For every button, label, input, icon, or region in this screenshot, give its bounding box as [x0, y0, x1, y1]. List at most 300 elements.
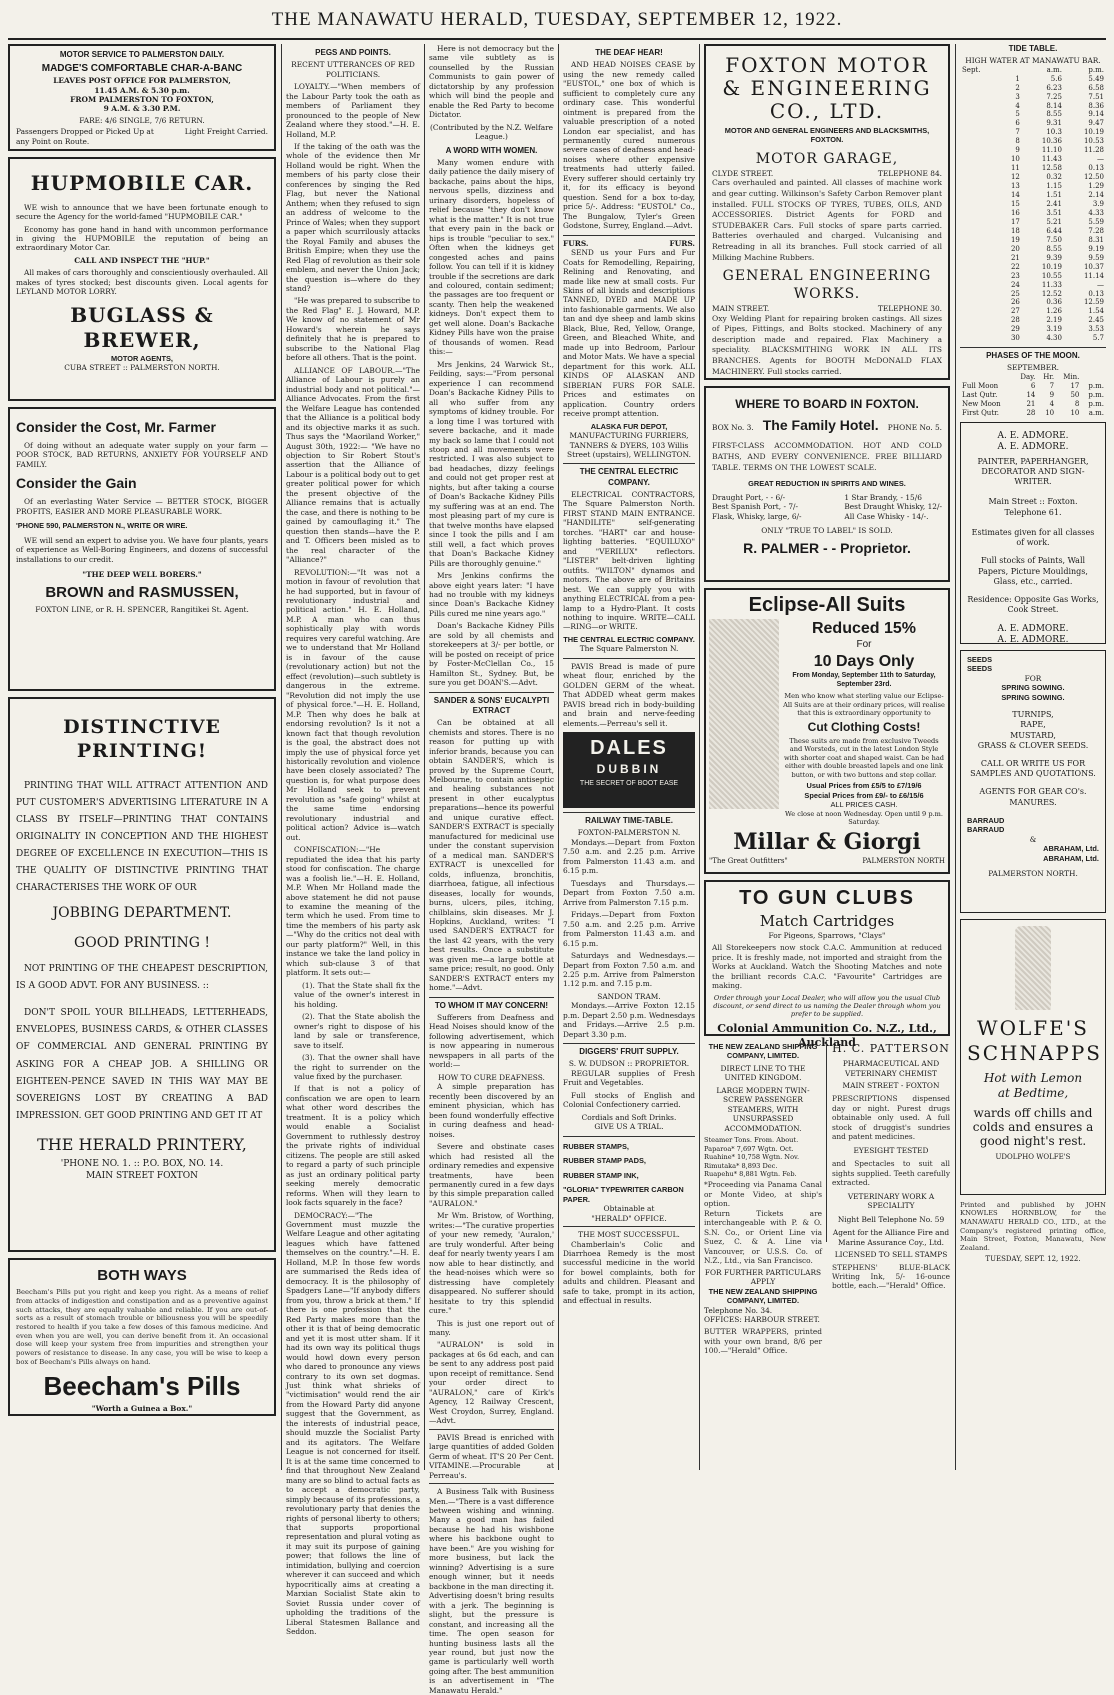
eustol-para: AND HEAD NOISES CEASE by using the new remedy called "EUSTOL," one box of which is sufficient to completely cure any ordinary case. This wonderful ointment is prepared from the valuable prescription of a noted London ear specialist, and has permanently cured numerous severe cases of deafness and head-noises where other expensive treatments had utterly failed. Every sufferer should certainly try it, for its efficacy is beyond question. Send for a box to-day, price 5/-. Address: "EUSTOL" Co., The Bungalow, Tyler's Green Godstone, Surrey, England.—Advt.	[563, 60, 695, 231]
tide-lead-cell	[960, 102, 999, 111]
tide-pm: 5.7	[1092, 334, 1104, 343]
tide-pm: 6.58	[1088, 83, 1104, 92]
jobbing-department: JOBBING DEPARTMENT.	[52, 905, 232, 922]
tide-row	[960, 334, 1106, 343]
tide-pm: 12.59	[1083, 298, 1104, 307]
tide-lead-cell	[960, 155, 999, 164]
pavis-bread-para: PAVIS Bread is made of pure wheat flour, enriched by the GOLDEN GERM of the wheat. That ADDED wheat germ makes PAVIS bread rich in body-building and brain and nerve-feeding elements.—Perreau's sell it.	[563, 658, 695, 728]
diggers-trial: GIVE US A TRIAL.	[594, 1122, 664, 1132]
seed-grass-clover: GRASS & CLOVER SEEDS.	[977, 740, 1089, 750]
abraham-1: ABRAHAM, Ltd.	[1043, 844, 1099, 854]
herald-printery-phone: 'PHONE NO. 1. :: P.O. BOX, NO. 14.	[60, 1159, 224, 1170]
moon-cell: Last Qutr.	[962, 390, 998, 399]
eclipse-intro: Men who know what sterling value our Eclipse-All Suits are at their ordinary prices, will realise that this is extraordinary opportunity to	[783, 692, 945, 718]
seed-rape: RAPE,	[1020, 720, 1046, 730]
tide-am: 1.26	[1046, 307, 1062, 316]
tide-row	[960, 307, 1106, 316]
twin-screw: LARGE MODERN TWIN-SCREW PASSENGER STEAMERS, WITH UNSURPASSED ACCOMMODATION.	[716, 1085, 810, 1133]
family-hotel-name: The Family Hotel.	[762, 417, 879, 434]
foxton-motor-title: FOXTON MOTOR & ENGINEERING CO., LTD.	[722, 53, 932, 123]
motor-line-2: 11.45 A.M. & 5.30 p.m.	[94, 85, 190, 95]
pegs-para-2: If the taking of the oath was the whole of the evidence then Mr Holland would be right. When the members of his party close their conferences by singing the Red Flag, but never the National Anthem; when they refused to sign an address of welcome to the Prince of Wales; when they support a paper which scurrilously attacks the Royal Family and abuses the British Empire; when they use the Red Flag of revolution as their sole emblem, and never the Union Jack; the question is—where do they stand?	[286, 141, 420, 294]
moon-phases-heading: PHASES OF THE MOON.	[960, 347, 1106, 361]
patterson-address: MAIN STREET - FOXTON	[842, 1081, 940, 1091]
moon-row	[960, 400, 1106, 409]
motor-title: MOTOR SERVICE TO PALMERSTON DAILY.	[59, 50, 225, 59]
motor-freight-note: Light Freight Carried.	[184, 127, 268, 137]
publisher-imprint: Printed and published by JOHN KNOWLES HORNBLOW, for the MANAWATU HERALD CO., LTD., at the Company's registered printing office, Main Street, Foxton, Manawatu, New Zealand.	[960, 1200, 1106, 1253]
pegs-para-4: ALLIANCE OF LABOUR.—"The Alliance of Labour is purely an industrial body and not political."—Alliance Advocates. From the first the Welfare League has contended that the Alliance is a political body and its objective marks it as such. Thus says the "Maoriland Worker," August 30th, 1922:— "We have no objection to Sir Robert Stout's assertion that the Alliance of Labour is a political body out to get greater political power for which the present objective of the Alliance remains that is actually the case, and there is nothing to be gained by camouflaging it." The question then stands—have the P. and T. Officers been misled as to the real character of the "Alliance?"	[286, 365, 420, 565]
eclipse-cut-costs: Cut Clothing Costs!	[807, 719, 921, 734]
tide-am: 2.41	[1046, 200, 1062, 208]
farmer-text-2: Of an everlasting Water Service — BETTER STOCK, BIGGER PROFITS, EASIER AND MORE PLEASURABLE WORK.	[16, 497, 268, 516]
well-borers-ad	[8, 407, 276, 691]
tide-lead-cell	[960, 128, 999, 137]
column-5	[704, 44, 950, 1470]
cure-deafness-subhead: HOW TO CURE DEAFNESS.	[438, 1072, 545, 1082]
tide-pm: —	[1097, 280, 1104, 289]
alaska-fur-depot: ALASKA FUR DEPOT,	[590, 421, 668, 431]
diggers-proprietor: S. W. DUDSON :: PROPRIETOR.	[568, 1059, 690, 1069]
barraud-amp: &	[1029, 834, 1037, 844]
tide-am: 5.21	[1046, 217, 1062, 226]
charabanc-name: MADGE'S COMFORTABLE CHAR-A-BANC	[41, 63, 243, 75]
tide-day: 1	[1015, 74, 1020, 83]
tide-lead-cell	[960, 307, 999, 316]
sandon-tram-para: Mondays.—Arrive Foxton 12.15 p.m. Depart 2.50 p.m. Wednesdays and Fridays.—Arrive 2.5 p.m. Depart 3.30 p.m.	[563, 1001, 695, 1039]
tide-lead-cell	[960, 218, 999, 227]
tide-row	[960, 102, 1106, 111]
tide-pm: 9.59	[1088, 253, 1104, 262]
stephens-ink: STEPHENS' BLUE-BLACK Writing Ink, 5/- 16-ounce bottle, each.—"Herald" Office.	[832, 1262, 950, 1291]
admore-name-3: A. E. ADMORE.	[997, 623, 1069, 634]
central-electric-heading: THE CENTRAL ELECTRIC COMPANY.	[563, 463, 695, 487]
price-case-whisky: All Case Whisky - 14/-.	[844, 511, 929, 521]
price-brandy: 1 Star Brandy, - 15/6	[844, 492, 922, 502]
whom-it-may-concern-heading: TO WHOM IT MAY CONCERN!	[429, 997, 554, 1011]
motor-service-ad	[8, 44, 276, 151]
pegs-para-3: "He was prepared to subscribe to the Red Flag" E. J. Howard, M.P. We know of no statement of Mr Howard's wherein he says definitely that he is prepared to subscribe to the National Flag before all others. That is the point.	[286, 296, 420, 363]
railway-fridays: Fridays.—Depart from Foxton 7.50 a.m. and 2.25 p.m. Arrive from Palmerston 11.43 a.m. and 6.15 p.m.	[563, 910, 695, 948]
tide-pm: 0.13	[1088, 289, 1104, 298]
sandon-tram-heading: SANDON TRAM.	[597, 991, 661, 1001]
pegs-list-2: (2). That the State abolish the owner's right to dispose of his land by sale or transference, save to itself.	[294, 1012, 420, 1050]
obtainable-at: Obtainable at	[603, 1204, 655, 1214]
imprint-date: TUESDAY, SEPT. 12, 1922.	[985, 1254, 1081, 1263]
tide-day: 5	[1015, 110, 1020, 119]
tide-day: 30	[1010, 334, 1020, 343]
tide-pm: 11.28	[1083, 146, 1104, 155]
moon-cell: Full Moon	[962, 381, 999, 390]
tide-pm: 4.33	[1088, 208, 1104, 217]
tide-pm: 7.28	[1088, 226, 1104, 235]
tide-row	[960, 245, 1106, 254]
admore-trade: PAINTER, PAPERHANGER, DECORATOR AND SIGN-WRITER.	[977, 456, 1089, 487]
gain-headline: Consider the Gain	[16, 475, 137, 492]
hupmobile-title: HUPMOBILE CAR.	[30, 171, 254, 195]
beechams-text: Beecham's Pills put you right and keep you right. As a means of relief from attacks of indigestion and constipation and as a preventive against such attacks, they are equally valuable and reliable. If you are out-of-sorts as a result of stomach trouble or biliousness you will be speedily restored to health if you take a few doses of this famous medicine. And even when you are well, you can derive benefit from it. An occasional dose will keep your system free from impurities and strengthen your powers of resistance to disease. In any case, you will be wise to keep a box of Beecham's Pills always on hand.	[16, 1288, 268, 1366]
tide-lead-cell	[960, 93, 999, 102]
moon-cell: 7	[1049, 381, 1055, 390]
furs-label-left: FURS.	[563, 238, 589, 248]
tide-day: 2	[1015, 83, 1020, 92]
ship-row-ruapehu: Ruapehu* 8,881 Wgtn. Feb.	[704, 1169, 797, 1178]
millar-giorgi-place: PALMERSTON NORTH	[862, 856, 945, 865]
beechams-ad	[8, 1258, 276, 1416]
tide-am: 0.32	[1046, 173, 1062, 182]
tide-day: 7	[1015, 128, 1020, 137]
hupmobile-text-3: All makes of cars thoroughly and conscientiously overhauled. All makes of tyres stocked; best discounts given. Local agents for LEYLAND MOTOR LORRY.	[16, 268, 268, 297]
column-rule	[699, 44, 700, 1470]
alaska-fur-address: MANUFACTURING FURRIERS, TANNERS & DYERS, 103 Willis Street (upstairs), WELLINGTON.	[567, 431, 691, 459]
railway-mondays: Mondays.—Depart from Foxton 7.50 a.m. and 2.25 p.m. Arrive from Palmerston 11.43 a.m. and 6.15 p.m.	[563, 837, 695, 876]
tide-day: 11	[1010, 164, 1020, 173]
tide-day: 15	[1010, 200, 1020, 208]
farmer-phone: 'PHONE 590, PALMERSTON N., WRITE OR WIRE.	[16, 521, 188, 531]
moon-cell: p.m.	[1088, 381, 1104, 390]
tide-am: 12.58	[1041, 164, 1062, 173]
hupmobile-call: CALL AND INSPECT THE "HUP."	[74, 255, 210, 265]
tide-row	[960, 155, 1106, 164]
tide-am: 6.44	[1046, 226, 1062, 235]
moon-cell: 6	[1030, 381, 1036, 390]
tide-lead-cell	[960, 236, 999, 245]
column-6	[960, 44, 1106, 1470]
tide-lead-cell	[960, 325, 999, 334]
both-ways-title: BOTH WAYS	[97, 1267, 187, 1284]
tide-am: 1.15	[1046, 182, 1062, 191]
nz-shipping-sign: THE NEW ZEALAND SHIPPING COMPANY, LIMITED.	[708, 1286, 818, 1306]
dales-tagline: THE SECRET OF BOOT EASE	[579, 780, 679, 788]
eclipse-dates: From Monday, September 11th to Saturday, September 23rd.	[792, 672, 936, 689]
chamberlains-para: Chamberlain's Colic and Diarrhoea Remedy is the most successful medicine in the world for bowel complaints, both for adults and children. Pleasant and safe to take, prompt in its action, and effectual in results.	[563, 1239, 695, 1306]
moon-cell: 9	[1049, 390, 1055, 399]
moon-cell: New Moon	[962, 399, 1001, 408]
furs-label-right: FURS.	[669, 238, 695, 248]
pegs-para-5: REVOLUTION:—"It was not a motion in favour of revolution that he had supported, but in favour of revolutionary industrial and political action." H. E. Holland, M.P. A man who can thus sophistically play with words requires very careful watching. Are we to understand that Mr Holland is in favour of the cause (revolutionary action) but not the effect (revolution)—such subtlety is dangerous in the extreme. "Revolution did not imply the use of physical force."—H. E. Holland, M.P. Then why does he balk at endorsing revolution? Is it not a known fact that though revolution is the goal, the abstract does not imply the use of physical force yet historically revolution and violence have been closely associated? The question is, for what purpose does Mr Holland seek to prevent revolution as "safe going" whilst at the same time endorsing revolutionary industrial and political action? Advice is—watch out.	[286, 567, 420, 842]
moon-table	[960, 373, 1106, 418]
moon-head-ampm	[1081, 373, 1106, 382]
tide-table-heading: TIDE TABLE.	[1008, 44, 1058, 53]
tide-lead-cell	[960, 245, 999, 254]
moon-head-min: Min.	[1063, 372, 1080, 381]
moon-cell: 8	[1074, 399, 1080, 408]
welfare-credit: (Contributed by the N.Z. Welfare League.)	[429, 122, 554, 142]
tide-row	[960, 137, 1106, 146]
tide-head-pm: p.m.	[1088, 65, 1104, 74]
tide-row	[960, 254, 1106, 263]
tide-day: 4	[1015, 101, 1020, 110]
tide-am: 9.39	[1046, 253, 1062, 262]
tide-am: 1.51	[1046, 191, 1062, 200]
tide-row	[960, 182, 1106, 191]
tide-pm: 8.31	[1088, 235, 1104, 244]
tide-pm: 9.47	[1088, 119, 1104, 128]
moon-cell: 10	[1045, 408, 1055, 417]
wolfes-wordmark: WOLFE'S	[977, 1015, 1089, 1040]
family-hotel-ad	[704, 386, 950, 582]
tide-day: 21	[1010, 253, 1020, 262]
schnapps-wordmark: SCHNAPPS	[967, 1041, 1103, 1066]
auralon-para-5: This is just one report out of many.	[429, 1318, 554, 1337]
tide-lead-cell	[960, 334, 999, 343]
motor-garage-title: MOTOR GARAGE,	[755, 150, 899, 167]
tide-row	[960, 119, 1106, 128]
tide-am: 9.31	[1046, 119, 1062, 128]
herald-printery-ad	[8, 697, 276, 1252]
printing-title: DISTINCTIVE PRINTING!	[63, 716, 221, 763]
butter-wrappers: BUTTER WRAPPERS, printed with your own brand, 8/6 per 100.—"Herald" Office.	[704, 1327, 822, 1356]
pegs-para-1: LOYALTY.—"When members of the Labour Party took the oath as members of Parliament they pronounced to the people of New Zealand where they stood."—H. E. Holland, M.P.	[286, 82, 420, 139]
tide-pm: 3.9	[1092, 200, 1104, 208]
telephone-30: TELEPHONE 30.	[877, 304, 942, 314]
moon-row	[960, 409, 1106, 418]
tide-am: 4.30	[1046, 334, 1062, 343]
tide-pm: 9.19	[1088, 244, 1104, 253]
eclipse-details: These suits are made from exclusive Tweeds and Worsteds, cut in the latest London Style with shorter coat and shaped waist. Can be had either with double breasted lapels and one link button, or with two buttons and step collar.	[784, 736, 944, 779]
colonial-ammunition: Colonial Ammunition Co. N.Z., Ltd., Auckland	[717, 1021, 937, 1049]
eclipse-title: Eclipse-All Suits	[748, 594, 906, 616]
tide-row	[960, 173, 1106, 182]
moon-cell: p.m.	[1088, 399, 1104, 408]
eclipse-ten-days: 10 Days Only	[813, 652, 915, 670]
foxton-motor-sub: MOTOR AND GENERAL ENGINEERS AND BLACKSMITHS, FOXTON.	[724, 126, 930, 145]
tide-pm: 8.36	[1088, 101, 1104, 110]
buglass-sub: MOTOR AGENTS,	[110, 354, 173, 363]
word-with-women-heading: A WORD WITH WOMEN.	[445, 145, 538, 155]
moon-row	[960, 382, 1106, 391]
moon-head-hr: Hr.	[1043, 372, 1055, 381]
tide-lead-cell	[960, 119, 999, 128]
tide-day: 14	[1010, 191, 1020, 200]
hupmobile-ad	[8, 157, 276, 401]
pegs-para-7: If that is not a policy of confiscation we are open to learn what other word describes the treatment. It is a policy which would enable a Socialist Government to ruthlessly destroy the private rights of individual citizens. The people are still asked to regard a party of such principle as just an ordinary political party seeking merely democratic reforms. When will they learn to look facts squarely in the face?	[286, 1084, 420, 1208]
tide-row	[960, 84, 1106, 93]
alliance-agent: Agent for the Alliance Fire and Marine Assurance Coy., Ltd.	[832, 1228, 950, 1247]
buglass-address: CUBA STREET :: PALMERSTON NORTH.	[64, 363, 220, 373]
admore-address: Main Street :: Foxton.	[988, 497, 1078, 507]
price-spanish-port: Best Spanish Port, - 7/-	[712, 502, 799, 512]
farmer-headline: Consider the Cost, Mr. Farmer	[16, 419, 216, 435]
return-tickets: Return Tickets are interchangeable with P. & O. S.N. Co., or Orient Line via Suez, C. & A. Line via Vancouver, or U.S.S. Co. of N.Z., Ltd., via San Francisco.	[704, 1208, 822, 1266]
motor-fare: FARE: 4/6 SINGLE, 7/6 RETURN.	[79, 115, 205, 125]
panama-note: *Proceeding via Panama Canal or Monte Video, at ship's option.	[704, 1180, 822, 1209]
hupmobile-text-1: WE wish to announce that we have been fortunate enough to secure the Agency for the world-famed "HUPMOBILE CAR."	[16, 202, 268, 222]
tide-am: 7.50	[1046, 235, 1062, 244]
tide-row	[960, 298, 1106, 307]
tide-day: 22	[1010, 262, 1020, 271]
tide-pm: 7.51	[1088, 92, 1104, 101]
dubbin-wordmark: DUBBIN	[596, 761, 662, 776]
seeds-for: FOR	[1024, 673, 1042, 683]
tide-day: 20	[1010, 244, 1020, 253]
price-draught-whisky: Best Draught Whisky, 12/-	[844, 502, 942, 512]
tide-lead-cell	[960, 137, 999, 146]
auralon-para-6: "AURALON" is sold in packages at 6s 6d each, and can be sent to any address post paid upon receipt of remittance. Send your order direct to "AURALON," care of Kirk's Agency, 12 Railway Crescent, West Croydon, Surrey, England.—Advt.	[429, 1340, 554, 1426]
tide-day: 19	[1010, 235, 1020, 244]
pegs-para-6: CONFISCATION:—"He repudiated the idea that his party stood for confiscation. The charge was a foolish lie."—H. E. Holland, M.P. When Mr Holland made the above statement he did not pause to examine the meaning of the term which he used. From time to time the members of his party ask—"Why do the critics not deal with our party platform?" Well, in this instance we take the land policy in which sub-clause 3 of that platform. It sets out:—	[286, 845, 420, 978]
moon-head-phase	[960, 373, 1013, 382]
cartridges-for: For Pigeons, Sparrows, "Clays"	[768, 930, 886, 940]
tide-am: 11.10	[1041, 146, 1062, 155]
motor-line-4: 9 A.M. & 3.30 P.M.	[103, 104, 181, 114]
seeds-label-2: SEEDS	[967, 664, 993, 674]
tide-day: 28	[1010, 316, 1020, 325]
patterson-name: H. C. PATTERSON	[832, 1042, 950, 1055]
tide-row	[960, 281, 1106, 290]
beechams-tagline: "Worth a Guinea a Box."	[91, 1403, 193, 1413]
abraham-2: ABRAHAM, Ltd.	[1043, 853, 1099, 863]
tide-head-month: Sept.	[962, 65, 981, 74]
welfare-para: Here is not democracy but the same vile subtlety as is counselled by the Russian Communists to gain power of dictatorship by any profession which will bind the people and enable the Red Party to become Dictator.	[429, 44, 554, 120]
pegs-list-1: (1). That the State shall fix the value of the owner's interest in his holding.	[294, 980, 420, 1009]
tide-lead-cell	[960, 75, 999, 84]
gun-clubs-title: TO GUN CLUBS	[739, 887, 915, 909]
central-electric-para: ELECTRICAL CONTRACTORS, The Square Palmerston North. FIRST STAND MAIN ENTRANCE. "HANDILITE" self-generating torches. "HART" car and house-lighting batteries. "EQUILUXO" and "VERILUX" reflectors. "LISTER" belt-driven lighting outfits. "WILTON" dynamos and motors. The above are of Britains best. We can supply you with anything ELECTRICAL from a pea-lamp to a Hydro-Plant. It costs nothing to inquire. WRITE—CALL—RING—or WRITE.	[563, 489, 695, 632]
tide-day: 23	[1010, 271, 1020, 280]
tide-lead-cell	[960, 200, 999, 209]
tide-day: 24	[1010, 280, 1020, 289]
tide-pm: 10.37	[1083, 262, 1104, 271]
tide-am: 8.55	[1046, 110, 1062, 119]
tide-am: 3.19	[1046, 325, 1062, 334]
prescriptions-text: PRESCRIPTIONS dispensed day or night. Purest drugs obtainable only used. A full stock of druggist's sundries and patent medicines.	[832, 1094, 950, 1142]
eclipse-cash: ALL PRICES CASH.	[830, 800, 898, 810]
tide-pm: 1.29	[1088, 182, 1104, 191]
tide-pm: 0.13	[1088, 164, 1104, 173]
moon-head-day: Day.	[1020, 372, 1036, 381]
tide-am: 10.36	[1041, 137, 1062, 146]
seed-turnips: TURNIPS,	[1012, 710, 1054, 720]
tide-row	[960, 75, 1106, 84]
doans-para-4: Doan's Backache Kidney Pills are sold by all chemists and storekeepers at 3/- per bottle, or will be posted on receipt of price by Foster-McClellan Co., 15 Hamilton St., Sydney. But, be sure you get DOAN'S.—Advt.	[429, 621, 554, 688]
tide-table	[960, 66, 1106, 344]
hotel-details: FIRST-CLASS ACCOMMODATION. HOT AND COLD BATHS, AND EVERY CONVENIENCE. FREE BILLIARD TABLE. TERMS ON THE LOWEST SCALE.	[712, 441, 942, 472]
moon-cell: 17	[1070, 381, 1080, 390]
tide-row	[960, 227, 1106, 236]
masthead-rule	[8, 38, 1106, 40]
tide-am: 7.25	[1046, 92, 1062, 101]
ship-row-ruahine: Ruahine* 10,758 Wgtn. Nov.	[704, 1153, 800, 1162]
spring-sowing-1: SPRING SOWING.	[1001, 683, 1065, 693]
seed-mustard: MUSTARD,	[1010, 730, 1056, 740]
column-3	[429, 44, 555, 1695]
moon-row	[960, 391, 1106, 400]
railway-saturdays: Saturdays and Wednesdays.—Depart from Foxton 7.50 a.m. and 2.25 p.m. Arrive from Palmerston 1.12 p.m. and 7.15 p.m.	[563, 951, 695, 989]
tide-am: 2.19	[1046, 316, 1062, 325]
tide-lead-cell	[960, 173, 999, 182]
moon-cell: 10	[1070, 408, 1080, 417]
tide-am: 5.6	[1050, 74, 1062, 83]
eclipse-hours: We close at noon Wednesday. Open until 9 p.m. Saturday.	[785, 809, 943, 826]
good-printing: GOOD PRINTING !	[74, 935, 210, 952]
tide-row	[960, 93, 1106, 102]
diggers-cordials: Cordials and Soft Drinks.	[581, 1112, 677, 1122]
tide-day: 12	[1010, 173, 1020, 182]
tide-am: 3.51	[1046, 208, 1062, 217]
garage-details: Cars overhauled and painted. All classes of machine work and gear cutting. Wilkinson's Safety Carbon Remover plant installed. FULL STOCKS OF TYRES, TUBES, OILS, AND ACCESSORIES. District Agents for FORD and STUDEBAKER Cars. Full stocks of spare parts carried. Batteries overhauled and charged. Vulcanising and Retreading in all its branches. Full stock carried of all Milking Machine Rubbers.	[712, 178, 942, 262]
diggers-fruit: REGULAR supplies of Fresh Fruit and Vegetables.	[563, 1068, 695, 1088]
box-no-3: BOX No. 3.	[712, 423, 754, 433]
tide-day: 6	[1015, 119, 1020, 128]
tide-am: 12.52	[1041, 289, 1062, 298]
admore-ad	[960, 422, 1106, 644]
admore-estimates: Estimates given for all classes of work.	[971, 527, 1095, 548]
clyde-street: CLYDE STREET.	[712, 168, 774, 178]
diggers-confectionery: Full stocks of English and Colonial Confectionery carried.	[563, 1090, 695, 1110]
admore-name-2: A. E. ADMORE.	[997, 442, 1069, 453]
moon-cell: 28	[1026, 408, 1036, 417]
general-engineering-title: GENERAL ENGINEERING WORKS.	[722, 268, 932, 303]
herald-printery-name: THE HERALD PRINTERY,	[37, 1134, 247, 1154]
column-rule	[558, 44, 559, 1470]
further-particulars: FOR FURTHER PARTICULARS APPLY	[704, 1267, 822, 1287]
tide-day: 13	[1010, 182, 1020, 191]
ship-table-head: Steamer Tons. From. About.	[704, 1136, 799, 1145]
motor-line-1: LEAVES POST OFFICE FOR PALMERSTON,	[53, 76, 231, 86]
tide-am: 11.33	[1041, 280, 1062, 289]
tide-lead-cell	[960, 272, 999, 281]
foxton-motor-ad	[704, 44, 950, 380]
eclipse-usual-prices: Usual Prices from £5/5 to £7/19/6	[806, 781, 922, 791]
udolpho-wolfes: UDOLPHO WOLFE'S	[995, 1152, 1071, 1161]
phone-no-5: PHONE No. 5.	[887, 423, 942, 433]
moon-cell: 4	[1049, 399, 1055, 408]
auralon-para-1: Sufferers from Deafness and Head Noises should know of the following advertisement, which is now appearing in numerous newspapers in all parts of the world:—	[429, 1013, 554, 1070]
doans-para-3: Mrs Jenkins confirms the above eight years later: "I have had no trouble with my kidneys since Doan's Backache Kidney Pills cured me nine years ago."	[429, 571, 554, 618]
tide-am: 10.19	[1041, 262, 1062, 271]
dales-wordmark: DALES	[590, 737, 668, 760]
auralon-para-3: Severe and obstinate cases which had resisted all the ordinary remedies and expensive treatments, have been permanently cured in a few days by this simple preparation called "AURALON."	[429, 1142, 554, 1208]
herald-office: "HERALD" OFFICE.	[591, 1213, 667, 1223]
moon-cell: a.m.	[1088, 408, 1104, 417]
tide-lead-cell	[960, 290, 999, 299]
brown-rasmussen-address: FOXTON LINE, or R. H. SPENCER, Rangitikei St. Agent.	[35, 604, 249, 614]
tide-lead-cell	[960, 164, 999, 173]
admore-phone: Telephone 61.	[1004, 507, 1062, 517]
tide-pm: 2.14	[1088, 191, 1104, 200]
doans-para-1: Many women endure with daily patience the daily misery of backache, pains about the hips, nervous spells, dizziness and urinary disorders, hopeless of relief because "they don't know what is the matter." It is not true that every pain in the back or hips is trouble "peculiar to sex." Often when the kidneys get congested aches and pains follow. You can tell if it is kidney trouble if the secretions are dark and coloured, contain sediment; the passages are too frequent or scanty. Then help the weakened kidneys. Don't expect them to get well alone. Doan's Backache Kidney Pills have won the praise of thousands of women. Read this:—	[429, 157, 554, 357]
column-rule	[281, 44, 282, 1470]
business-talk-para: A Business Talk with Business Men.—"There is a vast difference between wishing and winning. Many a good man has failed because he had his wishbone where his backbone ought to have been." Are you wishing for more business, but lack the winning? Advertising is a sure enough winner, but it needs backbone in the man directing it. Advertising doesn't bring results with a jerk. The beginning is slight, but the pressure is constant, and increasing all the time. The open season for hunting business lasts all the year round, but just now the game is particularly well worth going after. The best ammunition is an advertisement in "The Manawatu Herald."	[429, 1483, 554, 1695]
tide-pm: —	[1097, 155, 1104, 164]
herald-printery-address: MAIN STREET FOXTON	[85, 1170, 199, 1181]
schnapps-bottle-illustration	[1015, 926, 1051, 1010]
motor-pickup-note: Passengers Dropped or Picked Up at any Point on Route.	[16, 127, 154, 146]
main-street: MAIN STREET.	[712, 304, 770, 314]
palmer-proprietor: R. PALMER - - Proprietor.	[743, 540, 911, 557]
hot-with-lemon: Hot with Lemon	[983, 1070, 1083, 1085]
hupmobile-text-2: Economy has gone hand in hand with uncommon performance in giving the HUPMOBILE the reputation of being an extraordinary Motor Car.	[16, 224, 268, 253]
price-draught-port: Draught Port, - - 6/-	[712, 492, 786, 502]
great-reduction: GREAT REDUCTION IN SPIRITS AND WINES.	[748, 479, 906, 489]
railway-heading: RAILWAY TIME-TABLE.	[563, 812, 695, 826]
tide-lead-cell	[960, 182, 999, 191]
tide-day: 17	[1010, 217, 1020, 226]
tide-lead-cell	[960, 263, 999, 272]
buglass-brewer-name: BUGLASS & BREWER,	[70, 302, 214, 353]
tide-lead-cell	[960, 209, 999, 218]
tide-am: 11.43	[1041, 155, 1062, 164]
pegs-para-8: DEMOCRACY:—"The Government must muzzle the Welfare League and other agitating leagues which have fattened themselves on the country."—H. E. Holland, M.P. In those few words are summarised the Reds idea of democracy. It is the philosophy of Spadgers Lane—"If anybody differs from you, throw a brick at them." If there is one profession that the Red Party makes more than the other it is that of being democratic and yet it is most utter sham. If it had its own way its political thugs would howl down every person who dared to pronounce any views contrary to its own set dogmas. Just think what shrieks of "victimisation" would rend the air from the Howard Party did anyone suggest that the Government, as the interests of industrial peace, should muzzle the Socialist Party and its agitators. The Welfare League is not concerned for itself. It is at the same time concerned to find that throughout New Zealand many are so blind to actual facts as to accept a democratic party, simply because of its professions, a revolutionary party that denies the rights of personal liberty to others; that supports proportional representation and plural voting as it may suit its purpose of gaining power; that follows the line of intimidation, bullying and coercion wherever it can succeed and which hypocritically aims at creating a Marxian Socialist State akin to Soviet Russia under cover of upholding the traditions of the Liberal Statesmen Ballance and Seddon.	[286, 1210, 420, 1637]
tide-row	[960, 164, 1106, 173]
shipping-telephone: Telephone No. 34.	[704, 1305, 773, 1315]
pavis-vitamine-para: PAVIS Bread is enriched with large quantities of added Golden Germ of wheat. IT'S 20 Per Cent. VITAMINE.—Procurable at Perreau's.	[429, 1429, 554, 1480]
true-to-label: ONLY "TRUE TO LABEL" IS SOLD.	[761, 526, 893, 536]
moon-cell: First Qutr.	[962, 408, 999, 417]
tide-lead-cell	[960, 298, 999, 307]
seeds-label-1: SEEDS	[967, 654, 993, 664]
